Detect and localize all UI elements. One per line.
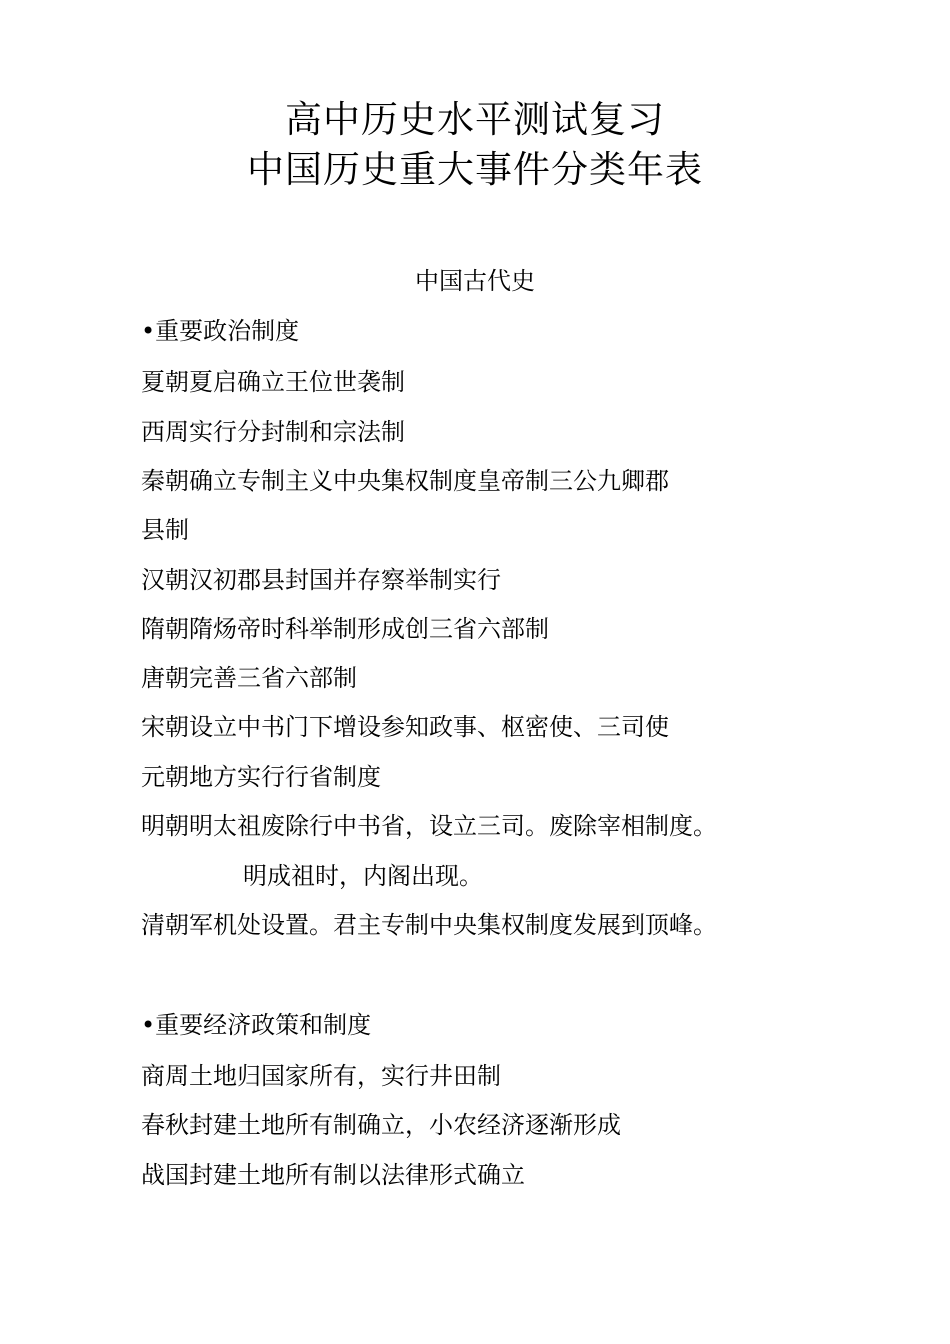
section-heading: 中国古代史 (415, 267, 535, 295)
economic-heading: •重要经济政策和制度 (141, 1011, 372, 1039)
political-line: 宋朝设立中书门下增设参知政事、枢密使、三司使 (141, 713, 669, 741)
political-line: 夏朝夏启确立王位世袭制 (141, 368, 405, 396)
political-line: 汉朝汉初郡县封国并存察举制实行 (141, 566, 501, 594)
economic-line: 春秋封建土地所有制确立，小农经济逐渐形成 (141, 1111, 621, 1139)
document-title-line-2: 中国历史重大事件分类年表 (247, 148, 703, 191)
economic-line: 商周土地归国家所有，实行井田制 (141, 1062, 501, 1090)
political-line: 秦朝确立专制主义中央集权制度皇帝制三公九卿郡 (141, 467, 669, 495)
political-line: 西周实行分封制和宗法制 (141, 418, 405, 446)
political-line: 隋朝隋炀帝时科举制形成创三省六部制 (141, 615, 549, 643)
political-line: 清朝军机处设置。君主专制中央集权制度发展到顶峰。 (141, 911, 717, 939)
political-line: 唐朝完善三省六部制 (141, 664, 357, 692)
political-line: 明朝明太祖废除行中书省，设立三司。废除宰相制度。 (141, 812, 717, 840)
document-title-line-1: 高中历史水平测试复习 (285, 98, 665, 141)
political-heading: •重要政治制度 (141, 317, 300, 345)
political-line: 元朝地方实行行省制度 (141, 763, 381, 791)
economic-line: 战国封建土地所有制以法律形式确立 (141, 1161, 525, 1189)
political-line: 县制 (141, 516, 189, 544)
political-line: 明成祖时，内阁出现。 (243, 862, 483, 890)
